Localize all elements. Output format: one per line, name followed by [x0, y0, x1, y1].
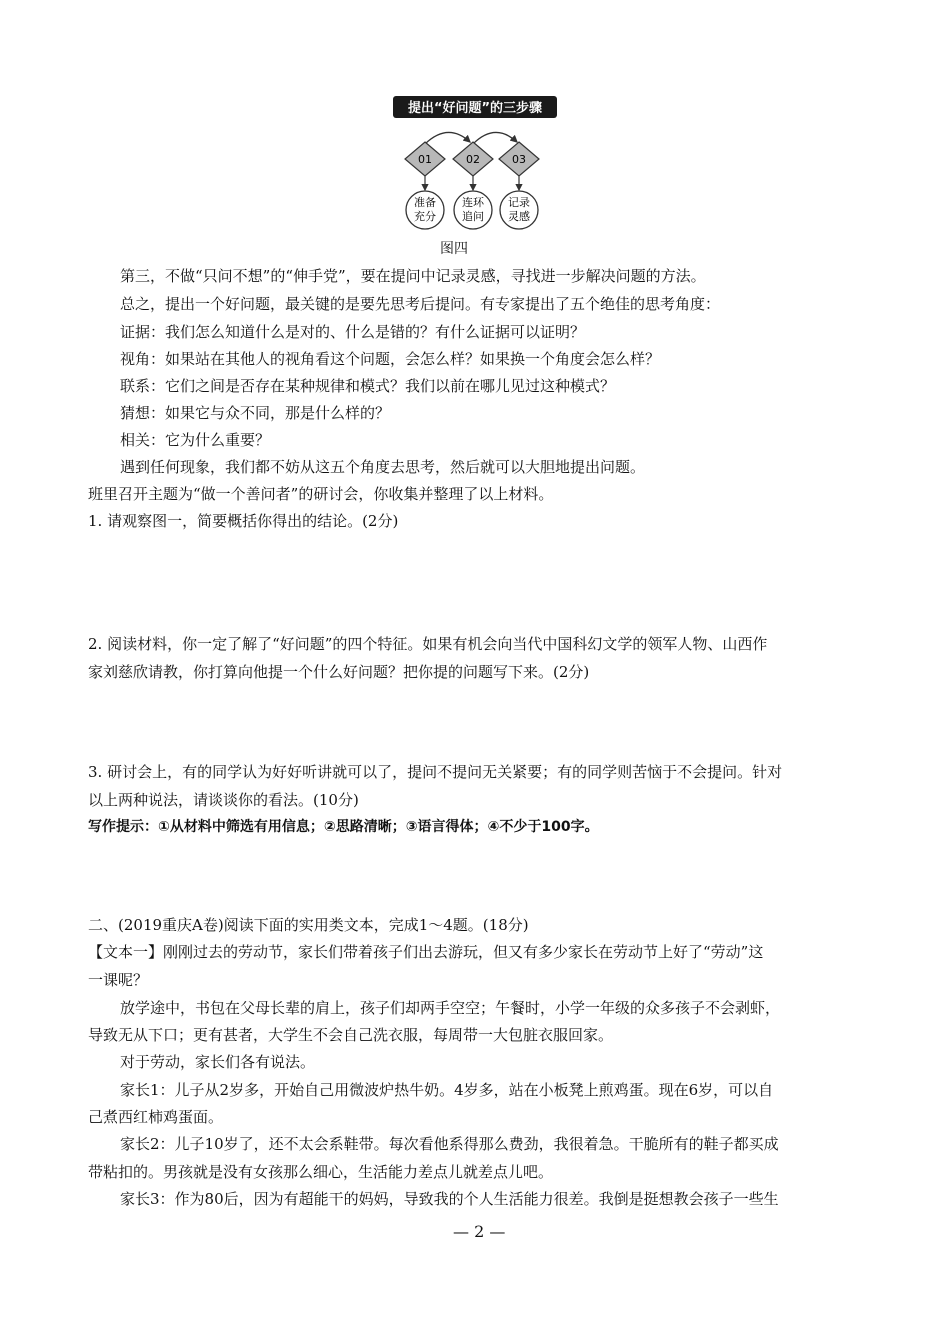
- step-1-number: 01: [418, 153, 432, 166]
- angle-evidence: 证据：我们怎么知道什么是对的、什么是错的？有什么证据可以证明？: [120, 323, 586, 341]
- step-1-label-bottom: 充分: [414, 210, 436, 223]
- question-2-line-2: 家刘慈欣请教，你打算向他提一个什么好问题？把你提的问题写下来。(2分): [88, 663, 590, 681]
- text-1-line-2: 一课呢？: [88, 971, 149, 989]
- diagram-title: 提出“好问题”的三步骤: [407, 101, 543, 116]
- step-3-number: 03: [512, 153, 526, 166]
- angle-connection: 联系：它们之间是否存在某种规律和模式？我们以前在哪儿见过这种模式？: [120, 377, 616, 395]
- parent-3-line-1: 家长3：作为80后，因为有超能干的妈妈，导致我的个人生活能力很差。我倒是挺想教会孩子一些生: [120, 1190, 779, 1208]
- question-2-line-1: 2. 阅读材料，你一定了解了“好问题”的四个特征。如果有机会向当代中国科幻文学的领军人物、山西作: [88, 635, 768, 653]
- three-steps-diagram: [385, 92, 565, 262]
- parent-2-line-2: 带粘扣的。男孩就是没有女孩那么细心，生活能力差点儿就差点儿吧。: [88, 1163, 554, 1181]
- paragraph-summary: 总之，提出一个好问题，最关键的是要先思考后提问。有专家提出了五个绝佳的思考角度：: [120, 295, 721, 313]
- section-2-heading: 二、(2019重庆A卷)阅读下面的实用类文本，完成1～4题。(18分): [88, 916, 529, 934]
- page-number: — 2 —: [453, 1222, 506, 1241]
- step-3-label-bottom: 灵感: [508, 210, 530, 223]
- writing-hint: 写作提示：①从材料中筛选有用信息；②思路清晰；③语言得体；④不少于100字。: [88, 819, 599, 835]
- parent-2-line-1: 家长2：儿子10岁了，还不太会系鞋带。每次看他系得那么费劲，我很着急。干脆所有的鞋子都买成: [120, 1135, 779, 1153]
- step-1: [405, 142, 445, 229]
- angle-perspective: 视角：如果站在其他人的视角看这个问题，会怎么样？如果换一个角度会怎么样？: [120, 350, 661, 368]
- paragraph-conclusion: 遇到任何现象，我们都不妨从这五个角度去思考，然后就可以大胆地提出问题。: [120, 458, 646, 476]
- paragraph-context: 班里召开主题为“做一个善问者”的研讨会，你收集并整理了以上材料。: [88, 485, 554, 503]
- step-3: [499, 142, 539, 229]
- paragraph-third: 第三，不做“只问不想”的“伸手党”，要在提问中记录灵感，寻找进一步解决问题的方法。: [120, 267, 706, 285]
- text-1-para-2: 对于劳动，家长们各有说法。: [120, 1053, 316, 1071]
- step-3-label-top: 记录: [508, 196, 530, 209]
- text-1-para-1-line-1: 放学途中，书包在父母长辈的肩上，孩子们却两手空空；午餐时，小学一年级的众多孩子不会剥虾，: [120, 999, 781, 1017]
- step-2-number: 02: [466, 153, 480, 166]
- text-1-line-1: 【文本一】刚刚过去的劳动节，家长们带着孩子们出去游玩，但又有多少家长在劳动节上好了“劳动”这: [88, 943, 764, 961]
- parent-1-line-2: 己煮西红柿鸡蛋面。: [88, 1108, 224, 1126]
- parent-1-line-1: 家长1：儿子从2岁多，开始自己用微波炉热牛奶。4岁多，站在小板凳上煎鸡蛋。现在6岁，可以自: [120, 1081, 774, 1099]
- step-2: [453, 142, 493, 229]
- step-arrow-1: [425, 132, 470, 144]
- angle-relevance: 相关：它为什么重要？: [120, 431, 271, 449]
- step-1-label-top: 准备: [414, 196, 436, 209]
- angle-conjecture: 猜想：如果它与众不同，那是什么样的？: [120, 404, 391, 422]
- step-2-label-top: 连环: [462, 196, 484, 209]
- figure-caption: 图四: [440, 241, 468, 257]
- question-3-line-2: 以上两种说法，请谈谈你的看法。(10分): [88, 791, 359, 809]
- step-2-label-bottom: 追问: [462, 210, 484, 223]
- question-3-line-1: 3. 研讨会上，有的同学认为好好听讲就可以了，提问不提问无关紧要；有的同学则苦恼于不会提问。针对: [88, 763, 783, 781]
- text-1-para-1-line-2: 导致无从下口；更有甚者，大学生不会自己洗衣服，每周带一大包脏衣服回家。: [88, 1026, 614, 1044]
- step-arrow-2: [473, 132, 517, 144]
- question-1: 1. 请观察图一，简要概括你得出的结论。(2分): [88, 512, 399, 530]
